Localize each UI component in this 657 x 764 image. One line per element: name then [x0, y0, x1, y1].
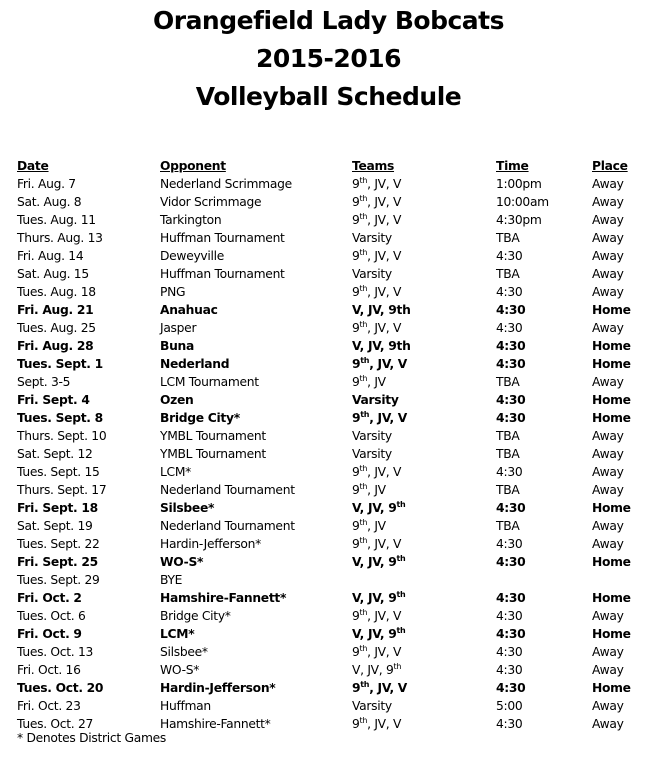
table-row [0, 427, 657, 445]
table-row [0, 499, 657, 517]
table-row [0, 409, 657, 427]
place-cell: Away [592, 465, 624, 479]
teams-text: 9 [352, 321, 360, 335]
teams-text: 9 [352, 357, 361, 371]
teams-text: 9 [352, 537, 360, 551]
teams-cell [352, 607, 401, 625]
ordinal-suffix: th [393, 662, 402, 671]
teams-cell [352, 283, 401, 301]
teams-text: , JV, V [367, 177, 402, 191]
ordinal-suffix: th [359, 374, 368, 383]
teams-cell [352, 463, 401, 481]
teams-text: , JV [367, 483, 386, 497]
time-cell: 4:30 [496, 501, 526, 515]
time-cell: 4:30 [496, 303, 526, 317]
date-cell: Thurs. Sept. 10 [17, 429, 107, 443]
time-cell: 4:30 [496, 717, 523, 731]
teams-text: , JV, V [369, 681, 408, 695]
place-cell: Away [592, 267, 624, 281]
table-row [0, 211, 657, 229]
teams-text: , JV, V [369, 357, 408, 371]
teams-cell [352, 229, 392, 247]
date-cell: Fri. Aug. 14 [17, 249, 84, 263]
ordinal-suffix: th [396, 590, 406, 599]
table-row [0, 571, 657, 589]
table-row [0, 193, 657, 211]
opponent-cell: Ozen [160, 393, 194, 407]
place-cell: Home [592, 627, 631, 641]
opponent-cell: Nederland Tournament [160, 483, 295, 497]
teams-cell [352, 193, 401, 211]
teams-text: 9 [352, 465, 360, 479]
teams-text: 9 [352, 285, 360, 299]
time-cell: 4:30 [496, 663, 523, 677]
opponent-cell: Huffman [160, 699, 211, 713]
teams-text: 9 [352, 375, 360, 389]
teams-cell [352, 427, 392, 445]
time-cell: 4:30pm [496, 213, 542, 227]
date-cell: Thurs. Sept. 17 [17, 483, 107, 497]
teams-cell [352, 337, 411, 355]
time-cell: 4:30 [496, 681, 526, 695]
place-cell: Away [592, 519, 624, 533]
teams-cell [352, 211, 401, 229]
place-cell: Away [592, 375, 624, 389]
opponent-cell: Deweyville [160, 249, 225, 263]
date-cell: Fri. Aug. 28 [17, 339, 94, 353]
teams-text: 9 [352, 717, 360, 731]
teams-cell [352, 481, 386, 499]
ordinal-suffix: th [360, 410, 370, 419]
opponent-cell: Anahuac [160, 303, 218, 317]
opponent-cell: YMBL Tournament [160, 429, 266, 443]
teams-text: V, JV, 9 [352, 591, 397, 605]
teams-text: V, JV, 9 [352, 501, 397, 515]
time-cell: 4:30 [496, 555, 526, 569]
table-row [0, 553, 657, 571]
header-time: Time [496, 159, 529, 173]
teams-text: 9 [352, 609, 360, 623]
table-row [0, 679, 657, 697]
opponent-cell: LCM* [160, 465, 191, 479]
time-cell: TBA [496, 267, 520, 281]
place-cell: Away [592, 195, 624, 209]
teams-text: Varsity [352, 699, 392, 713]
teams-text: , JV, V [367, 321, 402, 335]
header-teams: Teams [352, 159, 395, 173]
opponent-cell: Huffman Tournament [160, 231, 285, 245]
teams-text: 9 [352, 681, 361, 695]
teams-text: 9 [352, 177, 360, 191]
teams-cell [352, 517, 386, 535]
teams-text: V, JV, 9 [352, 663, 394, 677]
ordinal-suffix: th [360, 356, 370, 365]
ordinal-suffix: th [359, 248, 368, 257]
opponent-cell: YMBL Tournament [160, 447, 266, 461]
date-cell: Tues. Sept. 22 [17, 537, 100, 551]
time-cell: TBA [496, 519, 520, 533]
table-row [0, 463, 657, 481]
table-row [0, 445, 657, 463]
teams-text: , JV [367, 375, 386, 389]
date-cell: Fri. Sept. 25 [17, 555, 98, 569]
table-row [0, 589, 657, 607]
date-cell: Sat. Aug. 15 [17, 267, 89, 281]
opponent-cell: Silsbee* [160, 501, 215, 515]
teams-cell [352, 589, 405, 607]
teams-text: , JV, V [369, 411, 408, 425]
date-cell: Tues. Aug. 11 [17, 213, 96, 227]
teams-text: 9 [352, 195, 360, 209]
teams-text: Varsity [352, 267, 392, 281]
teams-text: V, JV, 9th [352, 339, 411, 353]
table-row [0, 247, 657, 265]
time-cell: TBA [496, 375, 520, 389]
table-row [0, 337, 657, 355]
date-cell: Fri. Oct. 16 [17, 663, 81, 677]
time-cell: 4:30 [496, 465, 523, 479]
table-row [0, 283, 657, 301]
ordinal-suffix: th [359, 518, 368, 527]
teams-cell [352, 715, 401, 733]
place-cell: Home [592, 357, 631, 371]
date-cell: Sat. Sept. 19 [17, 519, 93, 533]
teams-text: 9 [352, 483, 360, 497]
date-cell: Sept. 3-5 [17, 375, 71, 389]
place-cell: Away [592, 645, 624, 659]
teams-text: , JV, V [367, 195, 402, 209]
time-cell: 4:30 [496, 249, 523, 263]
teams-cell [352, 247, 401, 265]
ordinal-suffix: th [396, 500, 406, 509]
opponent-cell: Buna [160, 339, 194, 353]
date-cell: Tues. Aug. 18 [17, 285, 96, 299]
place-cell: Away [592, 717, 624, 731]
place-cell: Home [592, 681, 631, 695]
opponent-cell: Hardin-Jefferson* [160, 537, 262, 551]
table-row [0, 265, 657, 283]
table-row [0, 481, 657, 499]
place-cell: Away [592, 609, 624, 623]
date-cell: Tues. Sept. 29 [17, 573, 100, 587]
opponent-cell: LCM* [160, 627, 195, 641]
opponent-cell: BYE [160, 573, 183, 587]
date-cell: Fri. Oct. 2 [17, 591, 82, 605]
opponent-cell: Jasper [160, 321, 197, 335]
ordinal-suffix: th [359, 284, 368, 293]
time-cell: 1:00pm [496, 177, 542, 191]
date-cell: Sat. Sept. 12 [17, 447, 93, 461]
time-cell: 4:30 [496, 609, 523, 623]
teams-text: Varsity [352, 393, 399, 407]
table-row [0, 697, 657, 715]
time-cell: 4:30 [496, 339, 526, 353]
teams-text: , JV, V [367, 249, 402, 263]
opponent-cell: Nederland Scrimmage [160, 177, 292, 191]
ordinal-suffix: th [359, 194, 368, 203]
place-cell: Away [592, 537, 624, 551]
header-date: Date [17, 159, 49, 173]
teams-cell [352, 265, 392, 283]
place-cell: Away [592, 285, 624, 299]
date-cell: Fri. Aug. 7 [17, 177, 76, 191]
place-cell: Away [592, 699, 624, 713]
ordinal-suffix: th [359, 320, 368, 329]
date-cell: Tues. Sept. 8 [17, 411, 103, 425]
place-cell: Away [592, 231, 624, 245]
opponent-cell: WO-S* [160, 555, 204, 569]
table-row [0, 607, 657, 625]
date-cell: Tues. Aug. 25 [17, 321, 96, 335]
place-cell: Home [592, 501, 631, 515]
teams-text: Varsity [352, 447, 392, 461]
ordinal-suffix: th [359, 716, 368, 725]
teams-cell [352, 553, 405, 571]
footnote: * Denotes District Games [17, 731, 167, 745]
ordinal-suffix: th [359, 608, 368, 617]
opponent-cell: Hamshire-Fannett* [160, 591, 287, 605]
teams-text: V, JV, 9 [352, 555, 397, 569]
table-row [0, 373, 657, 391]
opponent-cell: Bridge City* [160, 609, 231, 623]
teams-cell [352, 355, 407, 373]
teams-text: Varsity [352, 231, 392, 245]
teams-cell [352, 373, 386, 391]
opponent-cell: Nederland Tournament [160, 519, 295, 533]
teams-text: , JV, V [367, 213, 402, 227]
teams-text: , JV, V [367, 645, 402, 659]
ordinal-suffix: th [396, 554, 406, 563]
teams-text: V, JV, 9th [352, 303, 411, 317]
teams-cell [352, 391, 399, 409]
teams-text: 9 [352, 213, 360, 227]
date-cell: Fri. Sept. 18 [17, 501, 98, 515]
time-cell: 4:30 [496, 627, 526, 641]
time-cell: 4:30 [496, 357, 526, 371]
teams-cell [352, 175, 401, 193]
place-cell: Home [592, 591, 631, 605]
date-cell: Tues. Oct. 13 [17, 645, 94, 659]
teams-text: , JV, V [367, 537, 402, 551]
time-cell: 4:30 [496, 411, 526, 425]
ordinal-suffix: th [359, 536, 368, 545]
time-cell: TBA [496, 447, 520, 461]
title-school: Orangefield Lady Bobcats [152, 6, 504, 35]
opponent-cell: Hardin-Jefferson* [160, 681, 276, 695]
date-cell: Tues. Sept. 15 [17, 465, 100, 479]
place-cell: Away [592, 321, 624, 335]
opponent-cell: Hamshire-Fannett* [160, 717, 271, 731]
ordinal-suffix: th [359, 176, 368, 185]
date-cell: Tues. Oct. 20 [17, 681, 104, 695]
time-cell: 4:30 [496, 591, 526, 605]
teams-text: 9 [352, 249, 360, 263]
table-row [0, 535, 657, 553]
ordinal-suffix: th [396, 626, 406, 635]
teams-text: 9 [352, 411, 361, 425]
teams-cell [352, 319, 401, 337]
teams-text: , JV, V [367, 609, 402, 623]
place-cell: Away [592, 177, 624, 191]
opponent-cell: WO-S* [160, 663, 200, 677]
teams-text: , JV, V [367, 465, 402, 479]
ordinal-suffix: th [359, 464, 368, 473]
teams-cell [352, 535, 401, 553]
opponent-cell: Vidor Scrimmage [160, 195, 262, 209]
date-cell: Tues. Oct. 6 [17, 609, 86, 623]
date-cell: Fri. Oct. 9 [17, 627, 82, 641]
time-cell: 10:00am [496, 195, 549, 209]
table-header [0, 157, 657, 175]
place-cell: Home [592, 339, 631, 353]
time-cell: 4:30 [496, 285, 523, 299]
ordinal-suffix: th [359, 644, 368, 653]
title-sport: Volleyball Schedule [195, 82, 462, 111]
teams-cell [352, 499, 405, 517]
time-cell: 4:30 [496, 393, 526, 407]
opponent-cell: Huffman Tournament [160, 267, 285, 281]
place-cell: Home [592, 303, 631, 317]
date-cell: Tues. Sept. 1 [17, 357, 103, 371]
table-row [0, 517, 657, 535]
teams-text: , JV, V [367, 717, 402, 731]
opponent-cell: LCM Tournament [160, 375, 259, 389]
table-row [0, 319, 657, 337]
place-cell: Away [592, 483, 624, 497]
place-cell: Away [592, 249, 624, 263]
ordinal-suffix: th [359, 482, 368, 491]
date-cell: Tues. Oct. 27 [17, 717, 94, 731]
opponent-cell: Bridge City* [160, 411, 240, 425]
table-row [0, 175, 657, 193]
place-cell: Away [592, 447, 624, 461]
teams-cell [352, 697, 392, 715]
time-cell: TBA [496, 231, 520, 245]
time-cell: TBA [496, 483, 520, 497]
place-cell: Home [592, 555, 631, 569]
table-row [0, 625, 657, 643]
time-cell: 5:00 [496, 699, 523, 713]
time-cell: 4:30 [496, 321, 523, 335]
teams-cell [352, 661, 401, 679]
date-cell: Thurs. Aug. 13 [17, 231, 103, 245]
teams-text: , JV, V [367, 285, 402, 299]
teams-text: 9 [352, 645, 360, 659]
teams-cell [352, 301, 411, 319]
teams-cell [352, 679, 407, 697]
time-cell: TBA [496, 429, 520, 443]
teams-text: 9 [352, 519, 360, 533]
date-cell: Fri. Aug. 21 [17, 303, 94, 317]
teams-cell [352, 409, 407, 427]
time-cell: 4:30 [496, 645, 523, 659]
teams-cell [352, 625, 405, 643]
ordinal-suffix: th [360, 680, 370, 689]
teams-text: Varsity [352, 429, 392, 443]
date-cell: Fri. Sept. 4 [17, 393, 90, 407]
opponent-cell: Tarkington [160, 213, 222, 227]
place-cell: Away [592, 429, 624, 443]
opponent-cell: Silsbee* [160, 645, 208, 659]
header-opponent: Opponent [160, 159, 226, 173]
date-cell: Fri. Oct. 23 [17, 699, 81, 713]
title-season: 2015-2016 [255, 44, 402, 73]
table-row [0, 229, 657, 247]
table-row [0, 301, 657, 319]
table-row [0, 661, 657, 679]
date-cell: Sat. Aug. 8 [17, 195, 82, 209]
table-row [0, 643, 657, 661]
teams-text: , JV [367, 519, 386, 533]
teams-cell [352, 643, 401, 661]
opponent-cell: Nederland [160, 357, 230, 371]
place-cell: Away [592, 213, 624, 227]
teams-cell [352, 445, 392, 463]
place-cell: Home [592, 411, 631, 425]
time-cell: 4:30 [496, 537, 523, 551]
table-row [0, 391, 657, 409]
header-place: Place [592, 159, 628, 173]
ordinal-suffix: th [359, 212, 368, 221]
place-cell: Away [592, 663, 624, 677]
table-row [0, 355, 657, 373]
opponent-cell: PNG [160, 285, 186, 299]
teams-text: V, JV, 9 [352, 627, 397, 641]
place-cell: Home [592, 393, 631, 407]
